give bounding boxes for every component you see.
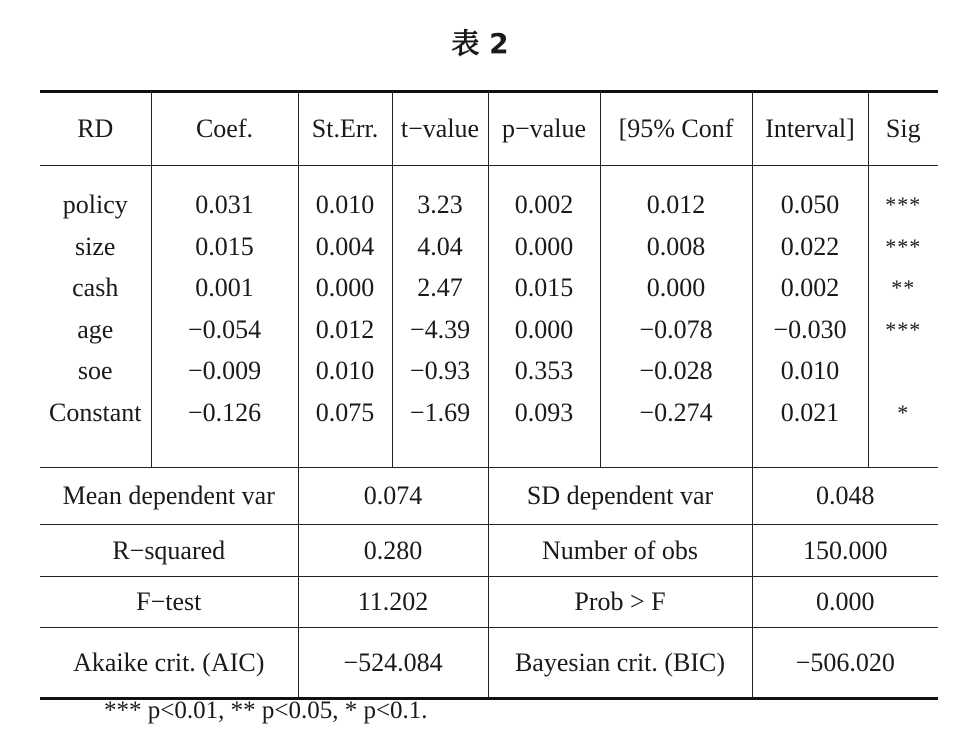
variable-name: size: [75, 231, 116, 261]
table-title: 表 2: [451, 27, 509, 60]
variable-name: Constant: [49, 397, 142, 427]
header-conf-low: [95% Conf: [600, 92, 752, 166]
header-st-err: St.Err.: [298, 92, 392, 166]
significance-note: *** p<0.01, ** p<0.05, * p<0.1.: [104, 697, 428, 724]
header-t-value: t−value: [392, 92, 488, 166]
p-value-column: [488, 166, 600, 468]
stat-value: 0.074: [298, 468, 488, 525]
stat-row: [40, 525, 938, 577]
stat-value: 0.000: [752, 577, 938, 628]
coef-value: −0.126: [187, 397, 262, 427]
conf-low-value: −0.274: [639, 397, 713, 427]
header-conf-high: Interval]: [752, 92, 868, 166]
significance-stars: *: [897, 399, 910, 425]
stat-label: Number of obs: [488, 525, 752, 577]
stat-value: 150.000: [752, 525, 938, 577]
stat-row: [40, 468, 938, 525]
st-err-value: 0.010: [315, 190, 375, 219]
stat-value: −524.084: [298, 628, 488, 699]
conf-high-value: 0.002: [780, 273, 840, 302]
header-coef: Coef.: [151, 92, 298, 166]
header-rd: RD: [40, 92, 151, 166]
p-value: 0.000: [514, 231, 574, 261]
variable-column: [40, 166, 151, 468]
conf-high-value: 0.050: [780, 190, 840, 219]
st-err-value: 0.000: [315, 273, 375, 302]
stat-label: Prob > F: [488, 577, 752, 628]
p-value: 0.002: [514, 190, 574, 219]
p-value: 0.353: [514, 356, 574, 385]
significance-stars: ***: [885, 316, 922, 342]
conf-high-column: [752, 166, 868, 468]
stat-label: Mean dependent var: [40, 468, 298, 525]
header-sig: Sig: [868, 92, 938, 166]
sig-column: [868, 166, 938, 468]
t-value: −4.39: [409, 314, 471, 344]
coef-value: 0.001: [195, 273, 254, 302]
conf-low-value: −0.078: [639, 314, 713, 344]
stat-value: 0.048: [752, 468, 938, 525]
st-err-value: 0.075: [315, 397, 375, 427]
st-err-value: 0.012: [315, 314, 375, 344]
stat-value: 11.202: [298, 577, 488, 628]
stat-value: −506.020: [752, 628, 938, 699]
conf-low-value: 0.012: [646, 190, 706, 219]
stat-label: F−test: [40, 577, 298, 628]
stat-value: 0.280: [298, 525, 488, 577]
stat-row: [40, 628, 938, 699]
coef-column: [151, 166, 298, 468]
significance-stars: [869, 350, 939, 392]
significance-stars: ***: [885, 192, 922, 217]
t-value: −0.93: [409, 356, 471, 385]
significance-stars: **: [891, 275, 916, 300]
st-err-value: 0.010: [315, 356, 375, 385]
st-err-value: 0.004: [315, 231, 375, 261]
p-value: 0.093: [514, 397, 574, 427]
conf-high-value: −0.030: [773, 314, 847, 344]
variable-name: policy: [62, 190, 128, 219]
conf-high-value: 0.021: [780, 397, 840, 427]
coef-value: −0.009: [187, 356, 262, 385]
conf-high-value: 0.022: [780, 231, 840, 261]
t-value: 4.04: [417, 231, 463, 261]
coefficient-rows: [40, 166, 938, 468]
stat-label: R−squared: [40, 525, 298, 577]
stat-label: Akaike crit. (AIC): [40, 628, 298, 699]
t-value: 3.23: [417, 190, 463, 219]
conf-low-value: −0.028: [639, 356, 713, 385]
variable-name: soe: [77, 356, 113, 385]
significance-stars: ***: [885, 233, 922, 259]
variable-name: age: [77, 314, 114, 344]
st-err-column: [298, 166, 392, 468]
header-p-value: p−value: [488, 92, 600, 166]
p-value: 0.015: [514, 273, 574, 302]
p-value: 0.000: [514, 314, 574, 344]
variable-name: cash: [72, 273, 119, 302]
header-row: [40, 92, 938, 166]
stat-row: [40, 577, 938, 628]
t-value: 2.47: [417, 273, 463, 302]
regression-table: [40, 90, 938, 700]
conf-low-value: 0.000: [646, 273, 706, 302]
conf-high-value: 0.010: [780, 356, 840, 385]
t-value: −1.69: [409, 397, 471, 427]
coef-value: −0.054: [187, 314, 262, 344]
conf-low-column: [600, 166, 752, 468]
conf-low-value: 0.008: [646, 231, 706, 261]
stat-label: SD dependent var: [488, 468, 752, 525]
coef-value: 0.015: [195, 231, 254, 261]
t-value-column: [392, 166, 488, 468]
coef-value: 0.031: [195, 190, 254, 219]
stat-label: Bayesian crit. (BIC): [488, 628, 752, 699]
